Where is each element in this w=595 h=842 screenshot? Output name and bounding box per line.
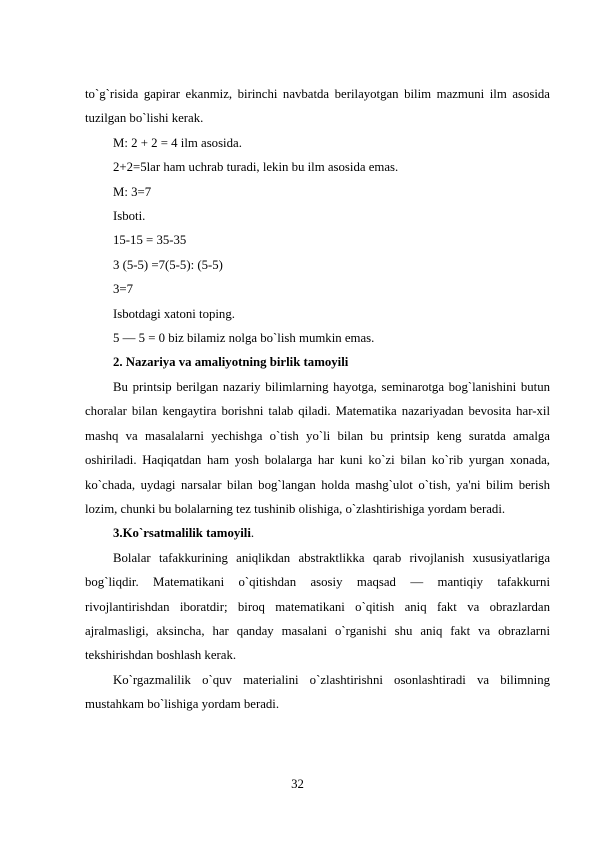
example-line: M: 3=7 <box>113 184 152 199</box>
paragraph: Ko`rgazmalilik o`quv materialini o`zlashtirishni osonlashtiradi va bilimning mustahkam bo`lishiga yordam beradi. <box>85 672 550 712</box>
section-heading-3-suffix: . <box>250 526 255 541</box>
section-heading-3-text: 3.Ko`rsatmalilik tamoyili <box>113 526 251 541</box>
equation-line: 15-15 = 35-35 <box>113 233 187 248</box>
paragraph: Bu printsip berilgan nazariy bilimlarning hayotga, seminarotga bog`lanishini butun choralar bilan kengaytira borishni talab qiladi. Matematika nazariyadan bevosita har-xil mashq va masalalarni yechishga o`tish yo`li bilan bu printsip keng suratda amalga oshiriladi. Haqiqatdan ham yosh bolalarga har kuni ko`zi bilan ko`rib yurgan xonada, ko`chada, uydagi narsalar bilan bog`langan holda mashg`ulot o`tish, ya'ni bilim berish lozim, chunki bu bolalarning tez tushinib olishiga, o`zlashtirishiga yordam beradi. <box>85 379 550 516</box>
example-line: 2+2=5lar ham uchrab turadi, lekin bu ilm asosida emas. <box>113 160 399 175</box>
explanation-line: 5 — 5 = 0 biz bilamiz nolga bo`lish mumkin emas. <box>113 331 375 346</box>
proof-label: Isboti. <box>113 209 146 224</box>
section-heading-2: 2. Nazariya va amaliyotning birlik tamoyili <box>113 355 349 370</box>
task-line: Isbotdagi xatoni toping. <box>113 306 235 321</box>
example-line: M: 2 + 2 = 4 ilm asosida. <box>113 135 242 150</box>
page-body <box>85 82 550 717</box>
equation-line: 3 (5-5) =7(5-5): (5-5) <box>113 257 223 272</box>
section-heading-3 <box>85 521 550 545</box>
paragraph: Bolalar tafakkurining aniqlikdan abstraktlikka qarab rivojlanish xususiyatlariga bog`liqdir. Matematikani o`qitishdan asosiy maqsad — mantiqiy tafakkurni rivojlantirishdan iboratdir; biroq matematikani o`qitish aniq fakt va obrazlardan ajralmasligi, aksincha, har qanday masalani o`rganishi shu aniq fakt va obrazlarni tekshirishdan boshlash kerak. <box>85 550 550 663</box>
page-number: 32 <box>291 777 304 791</box>
paragraph: to`g`risida gapirar ekanmiz, birinchi navbatda berilayotgan bilim mazmuni ilm asosida tuzilgan bo`lishi kerak. <box>85 87 550 126</box>
equation-line: 3=7 <box>113 282 134 297</box>
